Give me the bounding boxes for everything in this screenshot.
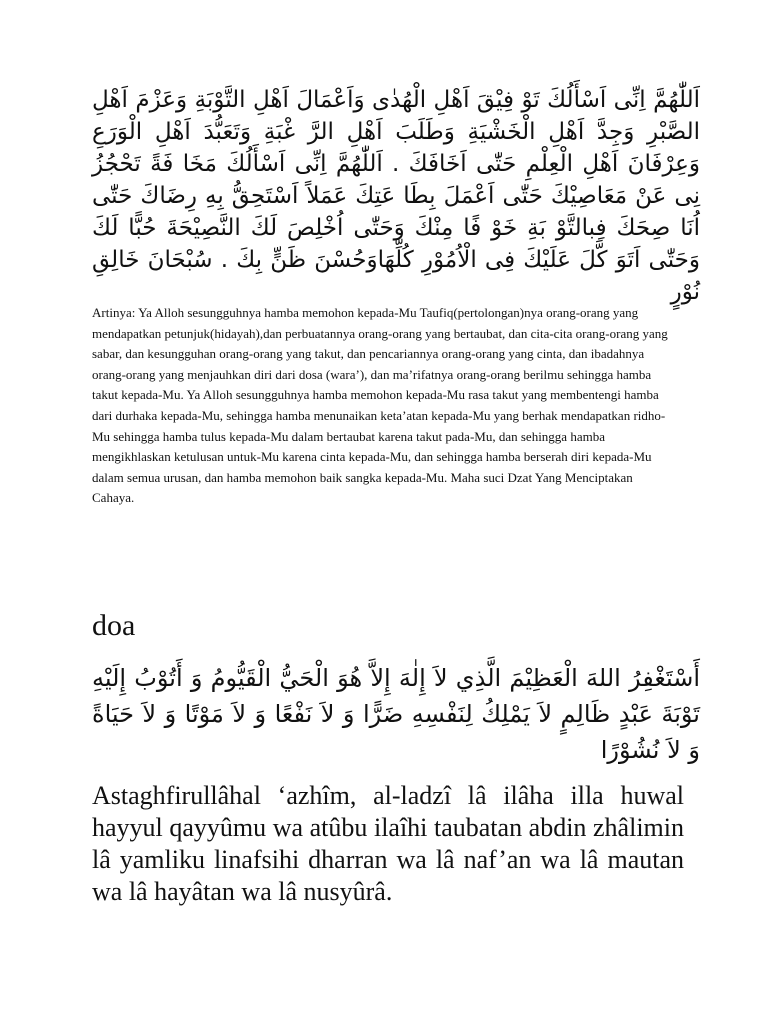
translation-paragraph: Artinya: Ya Alloh sesungguhnya hamba memohon kepada-Mu Taufiq(pertolongan)nya orang-orang yang mendapatkan petunjuk(hidayah),dan perbuatannya orang-orang yang bertaubat, dan cita-cita orang-orang yang sabar, dan kesungguhan orang-orang yang takut, dan pencariannya orang-orang yang cinta, dan ibadahnya orang-orang yang menjauhkan diri dari dosa (wara’), dan ma’rifatnya orang-orang berilmu sehingga hamba takut kepada-Mu. Ya Alloh sesungguhnya hamba memohon kepada-Mu rasa takut yang membentengi hamba dari durhaka kepada-Mu, sehingga hamba menunaikan keta’atan kepada-Mu yang berhak mendapatkan ridho-Mu sehingga hamba tulus kepada-Mu dalam bertaubat karena takut pada-Mu, dan sehingga hamba mengikhlaskan ketulusan untuk-Mu karena cinta kepada-Mu, dan sehingga hamba berserah diri kepada-Mu dalam semua urusan, dan hamba memohon baik sangka kepada-Mu. Maha suci Dzat Yang Menciptakan Cahaya. bbox=[92, 305, 668, 506]
arabic-prayer-paragraph: اَللّٰهُمَّ اِنِّى اَسْأَلُكَ تَوْ فِيْقَ اَهْلِ الْهُدٰى وَاَعْمَالَ اَهْلِ التَّوْبَةِ وَعَزْمَ اَهْلِ الصَّبْرِ وَجِدَّ اَهْلِ الْخَشْيَةِ وَطَلَبَ اَهْلِ الرَّ غْبَةِ وَتَعَبُّدَ اَهْلِ الْوَرَعِ وَعِرْفَانَ اَهْلِ الْعِلْمِ حَتّٰى اَخَافَكَ . اَللّٰهُمَّ اِنِّى اَسْأَلُكَ مَخَا فَةً تَحْجُزُ نِى عَنْ مَعَاصِيْكَ حَتّٰى اَعْمَلَ بِطَا عَتِكَ عَمَلاً اَسْتَحِقُّ بِهِ رِضَاكَ حَتّٰى اُنَا صِحَكَ فِبالتَّوْ بَةِ خَوْ فًا مِنْكَ وَحَتّٰى اُخْلِصَ لَكَ النَّصِيْحَةَ حُبًّا لَكَ وَحَتّٰى اَتَوَ كَّلَ عَلَيْكَ فِى الْاُمُوْرِ كُلِّهَاوَحُسْنَ ظَنٍّ بِكَ . سُبْحَانَ خَالِقِ نُوْرٍ bbox=[92, 87, 700, 305]
transliteration-paragraph: Astaghfirullâhal ‘azhîm, al-ladzî lâ ilâha illa huwal hayyul qayyûmu wa atûbu ilaîhi taubatan abdin zhâlimin lâ yamliku linafsihi dharran wa lâ naf’an wa lâ mautan wa lâ hayâtan wa lâ nusyûrâ. bbox=[92, 781, 684, 906]
section-heading: doa bbox=[92, 609, 136, 642]
arabic-istighfar-paragraph: أَسْتَغْفِرُ اللهَ الْعَظِيْمَ الَّذِي لاَ إِلٰهَ إِلاَّ هُوَ الْحَيُّ الْقَيُّومُ وَ أَتُوْبُ إِلَيْهِ تَوْبَةَ عَبْدٍ ظَالِمٍ لاَ يَمْلِكُ لِنَفْسِهِ ضَرًّا وَ لاَ نَفْعًا وَ لاَ مَوْتًا وَ لاَ حَيَاةً وَ لاَ نُشُوْرًا bbox=[92, 664, 700, 764]
